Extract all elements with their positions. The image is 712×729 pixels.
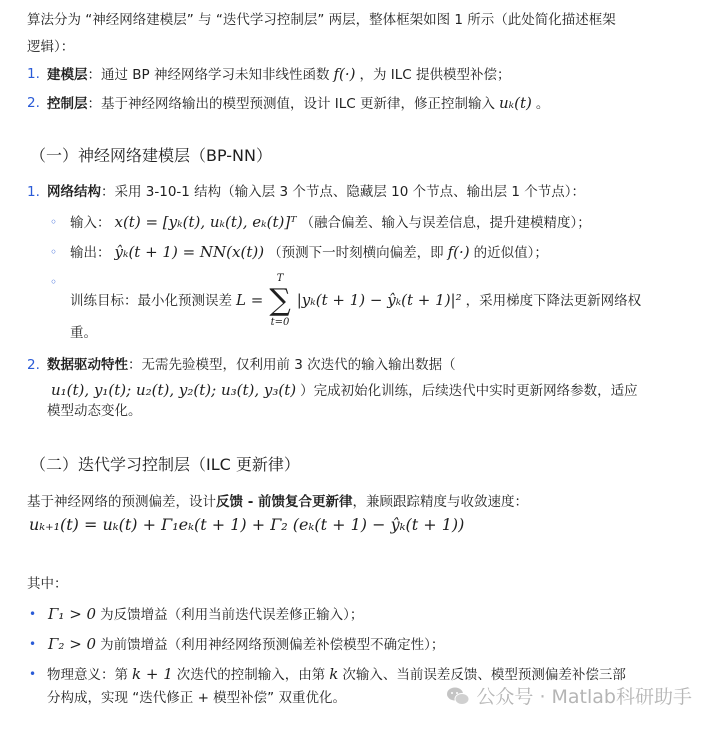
math: ŷₖ(t + 1) = NN(x(t)) bbox=[114, 243, 265, 261]
math: Γ₁ > 0 bbox=[48, 605, 97, 623]
label: 输出： bbox=[70, 245, 111, 261]
list-item-modeling-layer bbox=[47, 64, 511, 85]
list-item-network-structure bbox=[47, 182, 585, 202]
text: ：无需先验模型，仅利用前 3 次迭代的输入输出数据（ bbox=[128, 357, 456, 373]
text: 物理意义：第 bbox=[47, 667, 128, 683]
label: 训练目标：最小化预测误差 bbox=[70, 293, 232, 309]
text: ）完成初始化训练，后续迭代中实时更新网络参数，适应 bbox=[300, 383, 638, 399]
text: 基于神经网络的预测偏差，设计 bbox=[27, 494, 216, 510]
text: 次输入、当前误差反馈、模型预测偏差补偿三部 bbox=[342, 667, 626, 683]
intro-line2: 逻辑）： bbox=[27, 39, 75, 55]
bold-text: 反馈 - 前馈复合更新律 bbox=[216, 494, 353, 510]
text: ：通过 BP 神经网络学习未知非线性函数 bbox=[87, 67, 330, 83]
text: 次迭代的控制输入，由第 bbox=[176, 667, 326, 683]
item-title: 控制层 bbox=[47, 96, 88, 112]
text: ，为 ILC 提供模型补偿； bbox=[359, 67, 511, 83]
section-heading-bpnn: （一）神经网络建模层（BP-NN） bbox=[30, 146, 272, 165]
text: ：采用 3-10-1 结构（输入层 3 个节点、隐藏层 10 个节点、输出层 1 个节点）： bbox=[101, 184, 586, 200]
circle-bullet-icon: ◦ bbox=[50, 245, 58, 259]
sub-item-input bbox=[70, 212, 591, 233]
text: 为反馈增益（利用当前迭代误差修正输入）； bbox=[100, 607, 364, 623]
math: L = bbox=[236, 291, 264, 309]
sum-upper: T bbox=[276, 273, 284, 284]
list-number: 2. bbox=[27, 357, 40, 373]
bullet-physical-meaning bbox=[47, 664, 626, 685]
ilc-paragraph bbox=[27, 492, 528, 512]
item-title: 网络结构 bbox=[47, 184, 101, 200]
text: （预测下一时刻横向偏差，即 bbox=[268, 245, 444, 261]
list-item-data-driven-cont bbox=[47, 380, 638, 401]
list-number: 1. bbox=[27, 66, 40, 82]
math: u₁(t), y₁(t); u₂(t), y₂(t); u₃(t), y₃(t) bbox=[51, 381, 297, 399]
text: 的近似值）； bbox=[473, 245, 548, 261]
math: x(t) = [yₖ(t), uₖ(t), eₖ(t)]ᵀ bbox=[114, 213, 297, 231]
circle-bullet-icon: ◦ bbox=[50, 215, 58, 229]
math: k + 1 bbox=[132, 665, 173, 683]
list-item-data-driven-cont2: 模型动态变化。 bbox=[47, 403, 142, 419]
text: 为前馈增益（利用神经网络预测偏差补偿模型不确定性）； bbox=[100, 637, 445, 653]
watermark-text: 公众号 · Matlab科研助手 bbox=[476, 686, 692, 708]
item-title: 数据驱动特性 bbox=[47, 357, 128, 373]
summation bbox=[269, 272, 290, 330]
bullet-gamma2 bbox=[44, 634, 444, 655]
sub-item-training bbox=[70, 272, 641, 328]
intro-line1: 算法分为 “神经网络建模层” 与 “迭代学习控制层” 两层，整体框架如图 1 所示（此处简化描述框架 bbox=[27, 12, 616, 28]
text: ，兼顾跟踪精度与收敛速度： bbox=[352, 494, 529, 510]
label: 输入： bbox=[70, 215, 111, 231]
sub-item-output bbox=[70, 242, 548, 263]
text: （融合偏差、输入与误差信息，提升建模精度）； bbox=[300, 215, 591, 231]
math: uₖ₊₁(t) = uₖ(t) + Γ₁eₖ(t + 1) + Γ₂ (eₖ(t + 1) − ŷₖ(t + 1)) bbox=[29, 515, 465, 534]
bullet-icon: • bbox=[29, 637, 37, 651]
circle-bullet-icon: ◦ bbox=[50, 275, 58, 289]
ilc-formula bbox=[25, 515, 468, 535]
section-heading-ilc: （二）迭代学习控制层（ILC 更新律） bbox=[30, 455, 300, 474]
math: uₖ(t) bbox=[499, 94, 532, 112]
sum-lower: t=0 bbox=[270, 317, 290, 328]
sum-symbol: ∑ bbox=[269, 283, 291, 318]
item-title: 建模层 bbox=[47, 67, 88, 83]
text: ：基于神经网络输出的模型预测值，设计 ILC 更新律，修正控制输入 bbox=[87, 96, 496, 112]
bullet-icon: • bbox=[29, 667, 37, 681]
list-item-control-layer bbox=[47, 93, 549, 114]
wechat-icon bbox=[446, 686, 470, 708]
where-label: 其中： bbox=[27, 576, 68, 592]
text: ，采用梯度下降法更新网络权 bbox=[465, 293, 642, 309]
math: Γ₂ > 0 bbox=[48, 635, 97, 653]
text: 。 bbox=[535, 96, 550, 112]
watermark bbox=[446, 685, 692, 709]
bullet-physical-meaning-cont: 分构成，实现 “迭代修正 + 模型补偿” 双重优化。 bbox=[47, 690, 346, 706]
list-number: 2. bbox=[27, 95, 40, 111]
sub-item-training-cont: 重。 bbox=[70, 325, 97, 341]
list-number: 1. bbox=[27, 184, 40, 200]
math: k bbox=[329, 665, 339, 683]
bullet-gamma1 bbox=[44, 604, 363, 625]
list-item-data-driven bbox=[47, 355, 456, 375]
bullet-icon: • bbox=[29, 607, 37, 621]
math: f(·) bbox=[333, 65, 356, 83]
math: f(·) bbox=[447, 243, 470, 261]
math: |yₖ(t + 1) − ŷₖ(t + 1)|² bbox=[296, 291, 462, 309]
